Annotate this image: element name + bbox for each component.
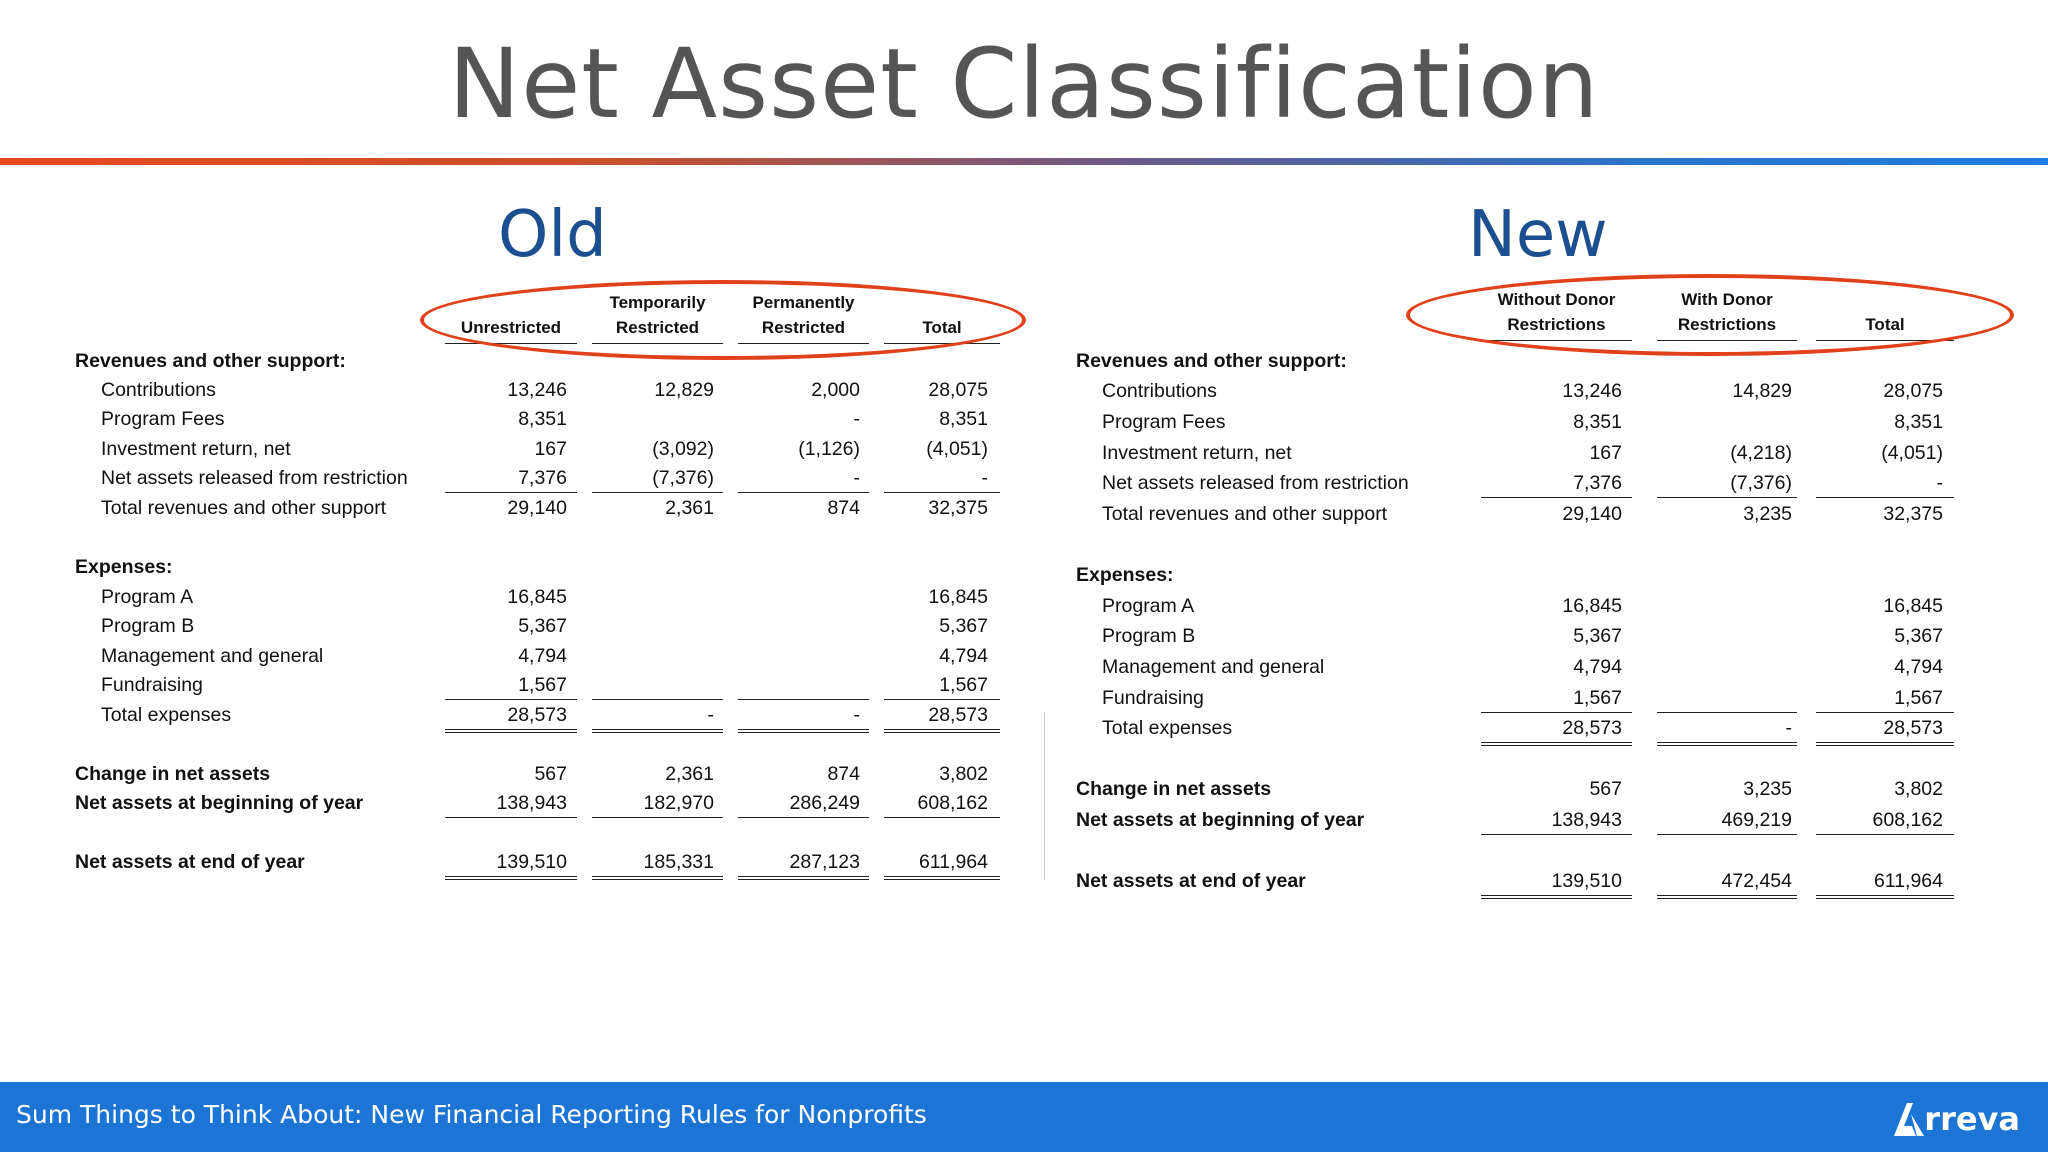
total-double-underline: [738, 729, 869, 733]
row-label: Net assets at end of year: [1076, 870, 1306, 892]
footer-title: Sum Things to Think About: New Financial Reporting Rules for Nonprofits: [16, 1100, 927, 1129]
cell-value: [574, 552, 714, 582]
cell-value: [720, 611, 860, 641]
table-row: [75, 670, 203, 700]
cell-value: [720, 582, 860, 612]
column-header-line1: Temporarily: [609, 293, 706, 312]
cell-value: (1,126): [798, 438, 860, 460]
cell-value: 5,367: [518, 615, 567, 637]
cell-value: 608,162: [1872, 809, 1943, 831]
cell-value: [1803, 560, 1943, 590]
table-row: [75, 582, 194, 612]
table-row: [1076, 713, 1233, 743]
cell-value: 5,367: [939, 615, 988, 637]
cell-value: 469,219: [1721, 809, 1792, 831]
table-row: [1076, 438, 1292, 468]
table-row: [1076, 560, 1174, 590]
cell-value: 167: [1589, 442, 1622, 464]
cell-value: 138,943: [496, 792, 567, 814]
cell-value: 286,249: [789, 792, 860, 814]
row-label: Total expenses: [1102, 717, 1233, 739]
subtotal-underline: [1481, 497, 1632, 498]
cell-value: 14,829: [1732, 380, 1792, 402]
cell-value: 29,140: [1562, 503, 1622, 525]
cell-value: 28,573: [1562, 717, 1622, 739]
table-row: [75, 700, 232, 730]
cell-value: -: [1936, 472, 1943, 494]
table-row: [75, 346, 346, 376]
row-label: Management and general: [1102, 656, 1325, 678]
table-row: [1076, 774, 1272, 804]
total-double-underline: [592, 876, 723, 880]
cell-value: [848, 552, 988, 582]
cell-value: 472,454: [1721, 870, 1792, 892]
cell-value: 16,845: [507, 586, 567, 608]
table-row: [1076, 652, 1325, 682]
table-row: [75, 493, 387, 523]
row-label: Contributions: [1102, 380, 1217, 402]
cell-value: 2,000: [811, 379, 860, 401]
row-label: Investment return, net: [101, 438, 291, 460]
total-double-underline: [1657, 742, 1797, 746]
cell-value: [574, 670, 714, 700]
cell-value: 16,845: [1883, 595, 1943, 617]
cell-value: 7,376: [518, 467, 567, 489]
cell-value: [1652, 621, 1792, 651]
title-gradient-rule: [0, 158, 2048, 165]
cell-value: 28,573: [1883, 717, 1943, 739]
cell-value: 4,794: [1573, 656, 1622, 678]
cell-value: 8,351: [1573, 411, 1622, 433]
row-label: Net assets at beginning of year: [1076, 809, 1365, 831]
row-label: Total expenses: [101, 704, 232, 726]
cell-value: 1,567: [939, 674, 988, 696]
cell-value: 139,510: [496, 851, 567, 873]
subtotal-underline: [884, 817, 1000, 818]
table-row: [75, 641, 324, 671]
old-columns-highlight-ellipse: [420, 280, 1026, 360]
row-label: Program Fees: [101, 408, 225, 430]
cell-value: 4,794: [939, 645, 988, 667]
cell-value: 1,567: [518, 674, 567, 696]
cell-value: [720, 670, 860, 700]
arreva-logo: [1892, 1096, 2020, 1138]
cell-value: 3,235: [1743, 503, 1792, 525]
cell-value: [720, 552, 860, 582]
subtotal-underline: [445, 817, 577, 818]
cell-value: 28,573: [928, 704, 988, 726]
table-row: [1076, 499, 1388, 529]
row-label: Total revenues and other support: [1102, 503, 1388, 525]
cell-value: 7,376: [1573, 472, 1622, 494]
table-row: [75, 434, 291, 464]
cell-value: 567: [1589, 778, 1622, 800]
table-row: [1076, 376, 1217, 406]
total-double-underline: [1816, 895, 1954, 899]
subtotal-underline: [592, 817, 723, 818]
row-label: Change in net assets: [1076, 778, 1272, 800]
cell-value: 13,246: [1562, 380, 1622, 402]
subtotal-underline: [1816, 834, 1954, 835]
column-header-line2: Total: [922, 318, 962, 337]
row-label: Fundraising: [1102, 687, 1204, 709]
cell-value: 287,123: [789, 851, 860, 873]
cell-value: (4,051): [1881, 442, 1943, 464]
column-header-line2: Restricted: [615, 318, 700, 337]
page-title: Net Asset Classification: [448, 28, 1600, 140]
cell-value: 1,567: [1894, 687, 1943, 709]
total-double-underline: [592, 729, 723, 733]
table-row: [1076, 407, 1226, 437]
cell-value: 185,331: [643, 851, 714, 873]
row-label: Program A: [1102, 595, 1195, 617]
table-row: [75, 759, 271, 789]
cell-value: [1652, 560, 1792, 590]
column-header-line2: Restricted: [761, 318, 846, 337]
table-row: [75, 611, 195, 641]
cell-value: 28,573: [507, 704, 567, 726]
old-heading: Old: [498, 198, 607, 272]
cell-value: [574, 641, 714, 671]
row-label: Expenses:: [1076, 564, 1174, 586]
cell-value: [1652, 591, 1792, 621]
row-label: Contributions: [101, 379, 216, 401]
column-header-line2: Restrictions: [1677, 315, 1777, 334]
table-divider: [1044, 712, 1045, 880]
cell-value: 1,567: [1573, 687, 1622, 709]
table-row: [75, 847, 305, 877]
column-header-line2: Unrestricted: [460, 318, 562, 337]
total-double-underline: [738, 876, 869, 880]
cell-value: 28,075: [1883, 380, 1943, 402]
total-double-underline: [1657, 895, 1797, 899]
row-label: Net assets at beginning of year: [75, 792, 364, 814]
cell-value: 611,964: [1873, 870, 1943, 892]
cell-value: [574, 611, 714, 641]
cell-value: 8,351: [939, 408, 988, 430]
total-double-underline: [445, 876, 577, 880]
cell-value: 16,845: [928, 586, 988, 608]
row-label: Net assets at end of year: [75, 851, 305, 873]
cell-value: 608,162: [917, 792, 988, 814]
cell-value: 2,361: [665, 497, 714, 519]
row-label: Net assets released from restriction: [1102, 472, 1409, 494]
cell-value: -: [707, 704, 714, 726]
cell-value: 13,246: [507, 379, 567, 401]
table-row: [1076, 805, 1365, 835]
table-row: [75, 788, 364, 818]
cell-value: [574, 404, 714, 434]
cell-value: 5,367: [1573, 625, 1622, 647]
cell-value: 182,970: [643, 792, 714, 814]
cell-value: 4,794: [1894, 656, 1943, 678]
cell-value: -: [981, 467, 988, 489]
table-row: [75, 375, 216, 405]
cell-value: 3,802: [1894, 778, 1943, 800]
logo-wordmark: rreva: [1924, 1100, 2020, 1138]
row-label: Program B: [101, 615, 195, 637]
cell-value: -: [853, 408, 860, 430]
cell-value: [1652, 407, 1792, 437]
cell-value: 2,361: [665, 763, 714, 785]
cell-value: 16,845: [1562, 595, 1622, 617]
cell-value: (4,218): [1730, 442, 1792, 464]
table-row: [1076, 621, 1196, 651]
new-heading: New: [1468, 198, 1608, 272]
total-double-underline: [1481, 742, 1632, 746]
cell-value: [427, 552, 567, 582]
cell-value: 29,140: [507, 497, 567, 519]
subtotal-underline: [1657, 497, 1797, 498]
table-row: [75, 463, 408, 493]
cell-value: 167: [534, 438, 567, 460]
row-label: Expenses:: [75, 556, 173, 578]
table-row: [1076, 866, 1306, 896]
table-row: [1076, 683, 1204, 713]
cell-value: 12,829: [654, 379, 714, 401]
cell-value: 3,802: [939, 763, 988, 785]
subtotal-underline: [738, 817, 869, 818]
column-header-line1: With Donor: [1681, 290, 1773, 309]
cell-value: 4,794: [518, 645, 567, 667]
cell-value: (4,051): [926, 438, 988, 460]
cell-value: 8,351: [518, 408, 567, 430]
cell-value: (3,092): [652, 438, 714, 460]
cell-value: 32,375: [928, 497, 988, 519]
subtotal-underline: [1657, 834, 1797, 835]
cell-value: (7,376): [652, 467, 714, 489]
cell-value: (7,376): [1730, 472, 1792, 494]
cell-value: 32,375: [1883, 503, 1943, 525]
column-header-line2: Total: [1865, 315, 1905, 334]
column-header-line1: Permanently: [752, 293, 855, 312]
row-label: Program B: [1102, 625, 1196, 647]
subtotal-underline: [1481, 834, 1632, 835]
row-label: Program A: [101, 586, 194, 608]
table-row: [1076, 591, 1195, 621]
row-label: Management and general: [101, 645, 324, 667]
total-double-underline: [445, 729, 577, 733]
row-label: Revenues and other support:: [75, 350, 346, 372]
cell-value: [1652, 652, 1792, 682]
cell-value: 3,235: [1743, 778, 1792, 800]
table-row: [75, 404, 225, 434]
cell-value: [1652, 683, 1792, 713]
column-header-line1: Without Donor: [1497, 290, 1616, 309]
arreva-logo-mark-icon: [1892, 1100, 1926, 1138]
subtotal-underline: [1816, 497, 1954, 498]
cell-value: 5,367: [1894, 625, 1943, 647]
cell-value: 874: [827, 763, 860, 785]
row-label: Investment return, net: [1102, 442, 1292, 464]
total-double-underline: [884, 729, 1000, 733]
cell-value: 138,943: [1551, 809, 1622, 831]
row-label: Fundraising: [101, 674, 203, 696]
cell-value: 874: [827, 497, 860, 519]
row-label: Change in net assets: [75, 763, 271, 785]
cell-value: [574, 582, 714, 612]
cell-value: -: [853, 704, 860, 726]
cell-value: 611,964: [918, 851, 988, 873]
footer-bar: [0, 1082, 2048, 1152]
cell-value: [1482, 560, 1622, 590]
cell-value: -: [1785, 717, 1792, 739]
cell-value: 28,075: [928, 379, 988, 401]
table-row: [1076, 468, 1409, 498]
cell-value: -: [853, 467, 860, 489]
cell-value: 139,510: [1551, 870, 1622, 892]
cell-value: [720, 641, 860, 671]
row-label: Revenues and other support:: [1076, 350, 1347, 372]
new-columns-highlight-ellipse: [1406, 274, 2014, 356]
total-double-underline: [884, 876, 1000, 880]
row-label: Net assets released from restriction: [101, 467, 408, 489]
column-header-line2: Restrictions: [1507, 315, 1606, 334]
total-double-underline: [1481, 895, 1632, 899]
table-row: [1076, 346, 1347, 376]
cell-value: 8,351: [1894, 411, 1943, 433]
table-row: [75, 552, 173, 582]
row-label: Program Fees: [1102, 411, 1226, 433]
total-double-underline: [1816, 742, 1954, 746]
cell-value: 567: [534, 763, 567, 785]
row-label: Total revenues and other support: [101, 497, 387, 519]
